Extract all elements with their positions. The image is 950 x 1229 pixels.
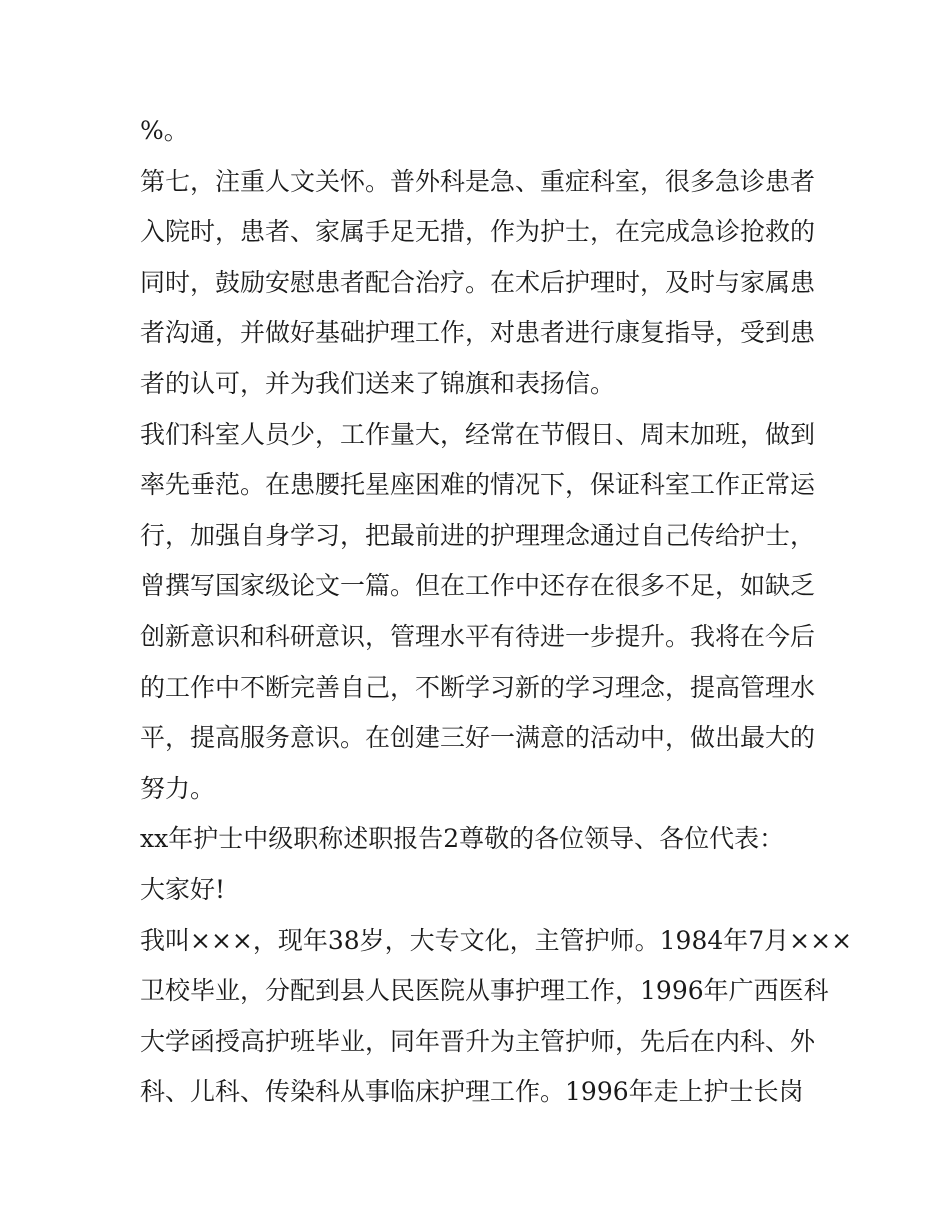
text-line: 科、儿科、传染科从事临床护理工作。1996年走上护士长岗 [140,1077,804,1107]
text-line: 努力。 [140,773,216,803]
text-line: 入院时，患者、家属手足无措，作为护士，在完成急诊抢救的 [140,217,816,247]
text-line: 大学函授高护班毕业，同年晋升为主管护师，先后在内科、外 [140,1026,816,1056]
text-line: 率先垂范。在患腰托星座困难的情况下，保证科室工作正常运 [140,470,816,500]
text-line: 第七，注重人文关怀。普外科是急、重症科室，很多急诊患者 [140,166,816,196]
section-heading-line: xx年护士中级职称述职报告2尊敬的各位领导、各位代表： [140,824,785,854]
text-line: 行，加强自身学习，把最前进的护理理念通过自己传给护士， [140,520,816,550]
text-line: 曾撰写国家级论文一篇。但在工作中还存在很多不足，如缺乏 [140,571,816,601]
document-body [140,110,853,1122]
text-line: 大家好! [140,874,226,904]
text-line: 同时，鼓励安慰患者配合治疗。在术后护理时，及时与家属患 [140,267,816,297]
text-line: 者沟通，并做好基础护理工作，对患者进行康复指导，受到患 [140,318,816,348]
text-line: 我们科室人员少，工作量大，经常在节假日、周末加班，做到 [140,419,816,449]
text-line: 的工作中不断完善自己，不断学习新的学习理念，提高管理水 [140,672,816,702]
text-line: 卫校毕业，分配到县人民医院从事护理工作，1996年广西医科 [140,976,829,1006]
text-line: 者的认可，并为我们送来了锦旗和表扬信。 [140,368,616,398]
text-line: %。 [140,116,189,145]
text-line: 我叫×××，现年38岁，大专文化，主管护师。1984年7月××× [140,925,853,955]
text-line: 创新意识和科研意识，管理水平有待进一步提升。我将在今后 [140,621,816,651]
text-line: 平，提高服务意识。在创建三好一满意的活动中，做出最大的 [140,723,816,753]
